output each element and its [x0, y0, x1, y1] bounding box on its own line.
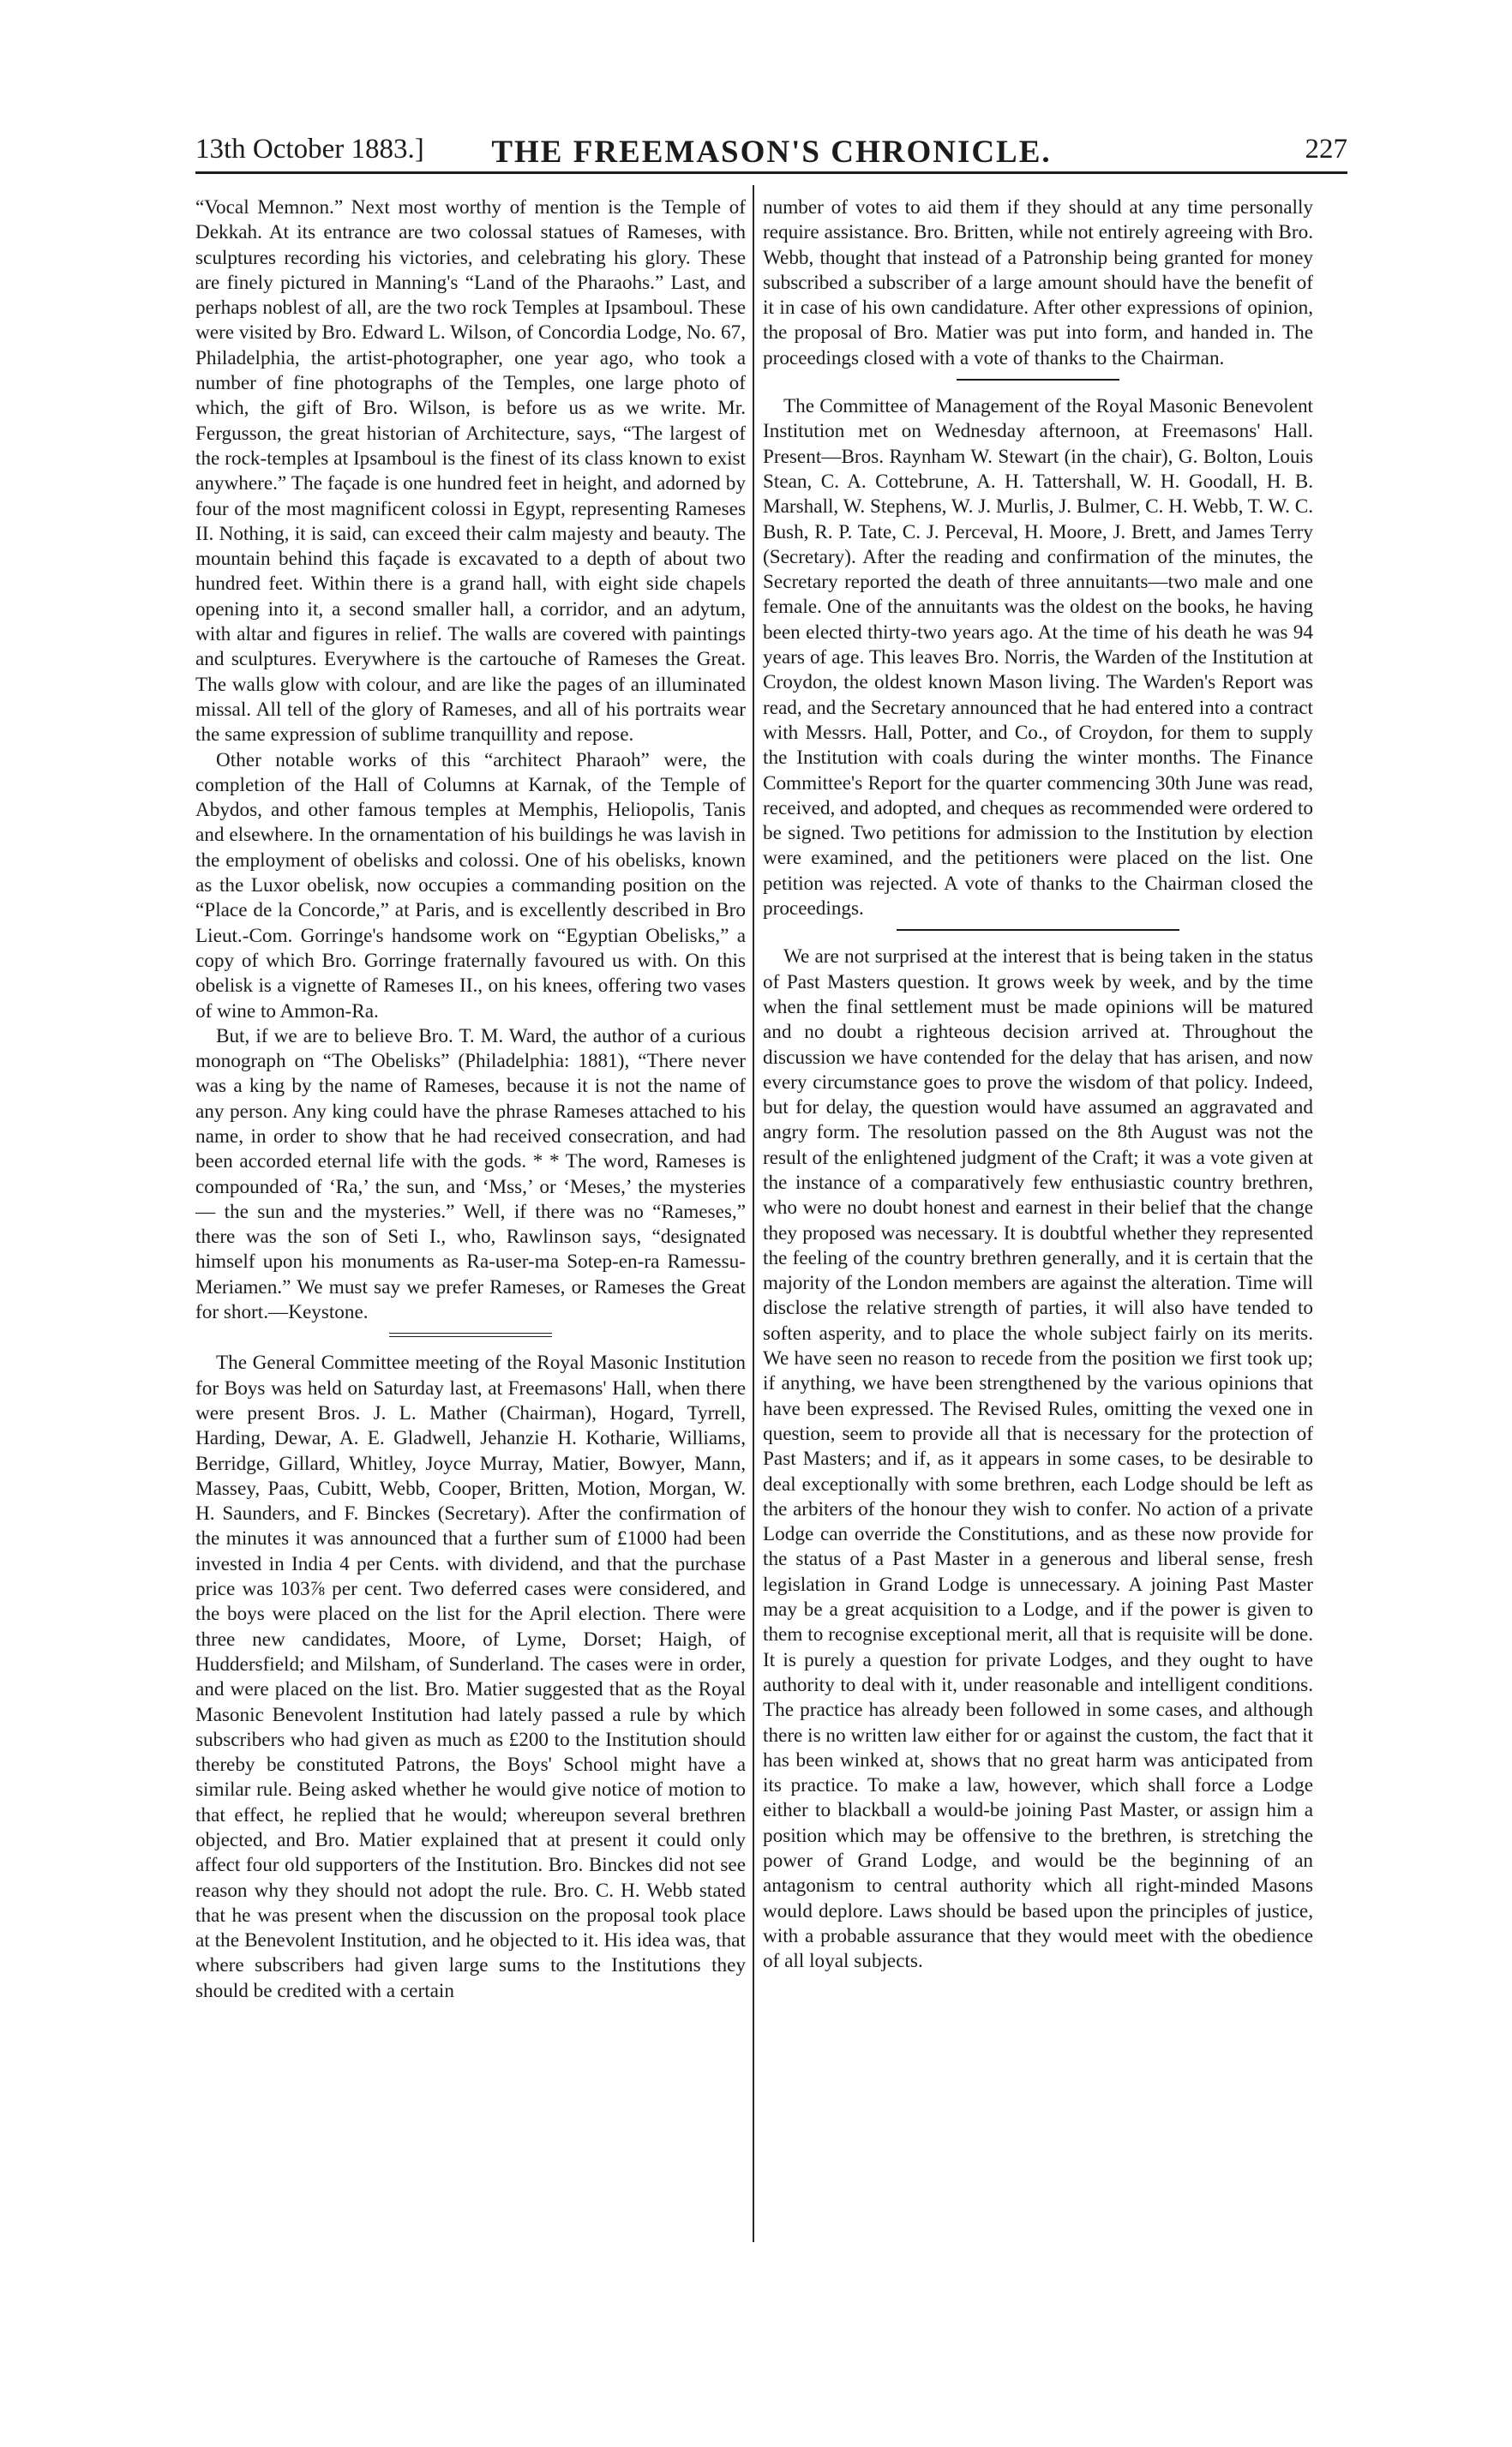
article-paragraph: number of votes to aid them if they should at any time personally require assistance. Bro. Britten, while not entirely agreeing with Bro. Webb, thought that instead of a Patronship being granted for money subscribed a subscriber of a large amount should have the benefit of it in case of his own candidature. After other expressions of opinion, the proposal of Bro. Matier was put into form, and handed in. The proceedings closed with a vote of thanks to the Chairman. [763, 196, 1313, 369]
page-number: 227 [1305, 134, 1347, 165]
article-paragraph: Other notable works of this “architect Pharaoh” were, the completion of the Hall of Columns at Karnak, of the Temple of Abydos, and other famous temples at Memphis, Heliopolis, Tanis and elsewhere. In the ornamentation of his buildings he was lavish in the employment of obelisks and colossi. One of his obelisks, known as the Luxor obelisk, now occupies a commanding position on the “Place de la Concorde,” at Paris, and is excellently described in Bro Lieut.-Com. Gorringe's handsome work on “Egyptian Obelisks,” a copy of which Bro. Gorringe fraternally favoured us with. On this obelisk is a vignette of Rameses II., on his knees, offering two vases of wine to Ammon-Ra. [195, 748, 746, 1023]
article-paragraph: The Committee of Management of the Royal Masonic Benevolent Institution met on Wednesday afternoon, at Freemasons' Hall. Present—Bros. Raynham W. Stewart (in the chair), G. Bolton, Louis Stean, C. A. Cottebrune, A. H. Tattershall, W. H. Goodall, H. B. Marshall, W. Stephens, W. J. Murlis, J. Bulmer, C. H. Webb, T. W. C. Bush, R. P. Tate, C. J. Perceval, H. Moore, J. Brett, and James Terry (Secretary). After the reading and confirmation of the minutes, the Secretary reported the death of three annuitants—two male and one female. One of the annuitants was the oldest on the books, he having been elected thirty-two years ago. At the time of his death he was 94 years of age. This leaves Bro. Norris, the Warden of the Institution at Croydon, the oldest known Mason living. The Warden's Report was read, and the Secretary announced that he had entered into a contract with Messrs. Hall, Potter, and Co., of Croydon, for them to supply the Institution with coals during the winter months. The Finance Committee's Report for the quarter commencing 30th June was read, received, and adopted, and cheques as recommended were ordered to be signed. Two petitions for admission to the Institution by election were examined, and the petitioners were placed on the list. One petition was rejected. A vote of thanks to the Chairman closed the proceedings. [763, 395, 1313, 921]
section-divider [957, 379, 1119, 381]
article-paragraph: But, if we are to believe Bro. T. M. Ward, the author of a curious monograph on “The Obelisks” (Philadelphia: 1881), “There never was a king by the name of Rameses, because it is not the name of any person. Any king could have the phrase Rameses attached to his name, in order to show that he had received consecration, and had been accorded eternal life with the gods. * * The word, Rameses is compounded of ‘Ra,’ the sun, and ‘Mss,’ or ‘Meses,’ the mysteries — the sun and the mysteries.” Well, if there was no “Rameses,” there was the son of Seti I., who, Rawlinson says, “designated himself upon his monuments as Ra-user-ma Sotep-en-ra Ramessu-Meriamen.” We must say we prefer Rameses, or Rameses the Great for short.—Keystone. [195, 1024, 746, 1324]
left-column [195, 195, 746, 2004]
section-divider [897, 929, 1179, 931]
article-paragraph: The General Committee meeting of the Royal Masonic Institution for Boys was held on Saturday last, at Freemasons' Hall, when there were present Bros. J. L. Mather (Chairman), Hogard, Tyrrell, Harding, Dewar, A. E. Gladwell, Jehanzie H. Kotharie, Williams, Berridge, Gillard, Whitley, Joyce Murray, Matier, Bowyer, Mann, Massey, Paas, Cubitt, Webb, Cooper, Britten, Motion, Morgan, W. H. Saunders, and F. Binckes (Secretary). After the confirmation of the minutes it was announced that a further sum of £1000 had been invested in India 4 per Cents. with dividend, and that the purchase price was 103⅞ per cent. Two deferred cases were considered, and the boys were placed on the list for the April election. There were three new candidates, Moore, of Lyme, Dorset; Haigh, of Huddersfield; and Milsham, of Sunderland. The cases were in order, and were placed on the list. Bro. Matier suggested that as the Royal Masonic Benevolent Institution had lately passed a rule by which subscribers who had given as much as £200 to the Institution should thereby be constituted Patrons, the Boys' School might have a similar rule. Being asked whether he would give notice of motion to that effect, he replied that he would; whereupon several brethren objected, and Bro. Matier explained that at present it could only affect four old supporters of the Institution. Bro. Binckes did not see reason why they should not adopt the rule. Bro. C. H. Webb stated that he was present when the discussion on the proposal took place at the Benevolent Institution, and he objected to it. His idea was, that where subscribers had given large sums to the Institutions they should be credited with a certain [195, 1352, 746, 2002]
masthead [195, 130, 1347, 174]
article-paragraph: “Vocal Memnon.” Next most worthy of mention is the Temple of Dekkah. At its entrance are two colossal statues of Rameses, with sculptures recording his victories, and celebrating his glory. These are finely pictured in Manning's “Land of the Pharaohs.” Last, and perhaps noblest of all, are the two rock Temples at Ipsamboul. These were visited by Bro. Edward L. Wilson, of Concordia Lodge, No. 67, Philadelphia, the artist-photographer, one year ago, who took a number of fine photographs of the Temples, one large photo of which, the gift of Bro. Wilson, is before us as we write. Mr. Fergusson, the great historian of Architecture, says, “The largest of the rock-temples at Ipsamboul is the finest of its class known to exist anywhere.” The façade is one hundred feet in height, and adorned by four of the most magnificent colossi in Egypt, representing Rameses II. Nothing, it is said, can exceed their calm majesty and beauty. The mountain behind this façade is excavated to a depth of about two hundred feet. Within there is a grand hall, with eight side chapels opening into it, a second smaller hall, a corridor, and an adytum, with altar and figures in relief. The walls are covered with paintings and sculptures. Everywhere is the cartouche of Rameses the Great. The walls glow with colour, and are like the pages of an illuminated missal. All tell of the glory of Rameses, and all of his portraits wear the same expression of sublime tranquillity and repose. [195, 196, 746, 747]
section-divider [389, 1333, 552, 1337]
publication-title: THE FREEMASON'S CHRONICLE. [491, 135, 1052, 170]
column-rule [753, 185, 754, 2242]
right-column [763, 195, 1313, 1974]
issue-date: 13th October 1883.] [195, 134, 424, 165]
article-paragraph: We are not surprised at the interest that is being taken in the status of Past Masters question. It grows week by week, and by the time when the final settlement must be made opinions will be matured and no doubt a righteous decision arrived at. Throughout the discussion we have contended for the delay that has arisen, and now every circumstance goes to prove the wisdom of that policy. Indeed, but for delay, the question would have assumed an aggravated and angry form. The resolution passed on the 8th August was not the result of the enlightened judgment of the Craft; it was a vote given at the instance of a comparatively few enthusiastic country brethren, who were no doubt honest and earnest in their belief that the change they proposed was necessary. It is doubtful whether they represented the feeling of the country brethren generally, and it is certain that the majority of the London members are against the alteration. Time will disclose the relative strength of parties, it will also have tended to soften asperity, and to place the whole subject fairly on its merits. We have seen no reason to recede from the position we first took up; if anything, we have been strengthened by the various opinions that have been expressed. The Revised Rules, omitting the vexed one in question, seem to provide all that is necessary for the protection of Past Masters; and if, as it appears in some cases, to be desirable to deal exceptionally with some brethren, each Lodge should be left as the arbiters of the honour they wish to confer. No action of a private Lodge can override the Constitutions, and as these now provide for the status of a Past Master in a generous and liberal sense, fresh legislation in Grand Lodge is unnecessary. A joining Past Master may be a great acquisition to a Lodge, and if the power is given to them to recognise exceptional merit, all that is requisite will be done. It is purely a question for private Lodges, and they ought to have authority to deal with it, under reasonable and intelligent conditions. The practice has already been followed in some cases, and although there is no written law either for or against the custom, the fact that it has been winked at, shows that no great harm was anticipated from its practice. To make a law, however, which shall force a Lodge either to blackball a would-be joining Past Master, or assign him a position which may be offensive to the brethren, is stretching the power of Grand Lodge, and would be the beginning of an antagonism to central authority which all right-minded Masons would deplore. Laws should be based upon the principles of justice, with a probable assurance that they would meet with the obedience of all loyal subjects. [763, 945, 1313, 1973]
